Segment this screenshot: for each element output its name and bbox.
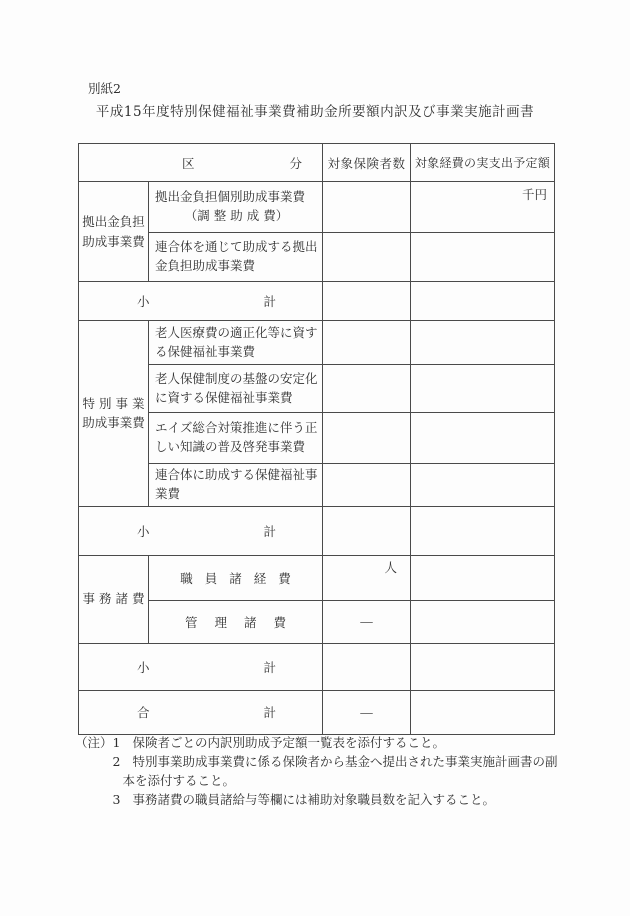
total-label-cell (79, 690, 323, 734)
group1-row2-label: 連合体を通じて助成する拠出金負担助成事業費 (149, 233, 323, 282)
table-row (79, 413, 555, 464)
attachment-ref-label: 別紙2 (88, 81, 121, 96)
value-cell (411, 365, 555, 413)
note-number: 1 (112, 735, 121, 750)
note-number: 3 (112, 792, 121, 807)
note-number: 2 (112, 754, 121, 769)
note-item (113, 752, 561, 790)
subtotal-second: 計 (263, 659, 276, 675)
note-text: 特別事業助成事業費に係る保険者から基金へ提出された事業実施計画書の副本を添付すること。 (122, 754, 558, 788)
note-text: 事務諸費の職員諸給与等欄には補助対象職員数を記入すること。 (132, 792, 496, 807)
note-marker: （注） (75, 735, 113, 750)
table-row (79, 321, 555, 365)
group3-label-cell: 事 務 諸 費 (79, 555, 149, 643)
value-cell (323, 506, 411, 555)
group3-row2-label: 管 理 諸 費 (149, 600, 323, 643)
table-row (79, 365, 555, 413)
unit-thousand-yen: 千円 (411, 182, 555, 233)
value-cell (411, 506, 555, 555)
header-category-second: 分 (289, 155, 302, 171)
total-row (79, 690, 555, 734)
value-cell (323, 413, 411, 464)
table-row (79, 464, 555, 507)
group1-row1-sub: （調 整 助 成 費） (184, 208, 289, 223)
subtotal-second: 計 (263, 523, 276, 539)
subtotal2-label-cell (79, 506, 323, 555)
table-row (79, 182, 555, 233)
value-cell (411, 690, 555, 734)
value-cell (323, 282, 411, 321)
budget-breakdown-table (78, 143, 555, 735)
group2-label-cell (79, 321, 149, 507)
total-first: 合 (137, 705, 150, 720)
note-item (113, 790, 561, 809)
group1-row1-label-cell (149, 182, 323, 233)
subtotal-second: 計 (263, 294, 276, 309)
value-cell (411, 413, 555, 464)
group2-label-line2: 助成事業費 (82, 415, 145, 431)
footnotes (75, 733, 561, 809)
subtotal1-label-cell (79, 282, 323, 321)
group1-label-cell (79, 182, 149, 282)
value-cell (323, 182, 411, 233)
subtotal-row (79, 282, 555, 321)
unit-person: 人 (323, 555, 411, 600)
group2-row1-label: 老人医療費の適正化等に資する保健福祉事業費 (149, 321, 323, 365)
subtotal-row (79, 643, 555, 690)
group2-row2-label: 老人保健制度の基盤の安定化に資する保健福祉事業費 (149, 365, 323, 413)
header-category-first: 区 (182, 155, 195, 171)
table-row (79, 233, 555, 282)
group1-label-line1: 拠出金負担 (82, 214, 145, 230)
subtotal-first: 小 (137, 659, 150, 675)
value-cell (323, 321, 411, 365)
header-category-cell (79, 144, 323, 182)
subtotal-first: 小 (137, 523, 150, 539)
value-cell (411, 600, 555, 643)
table-row (79, 555, 555, 600)
group1-label-line2: 助成事業費 (82, 233, 145, 249)
subtotal3-label-cell (79, 643, 323, 690)
page-title: 平成15年度特別保健福祉事業費補助金所要額内訳及び事業実施計画書 (95, 104, 535, 120)
value-cell (323, 365, 411, 413)
group1-row1-title: 拠出金負担個別助成事業費 (155, 189, 306, 205)
table-row (79, 600, 555, 643)
group2-row3-label: エイズ総合対策推進に伴う正しい知識の普及啓発事業費 (149, 413, 323, 464)
dash-value: ― (323, 600, 411, 643)
value-cell (323, 464, 411, 507)
note-text: 保険者ごとの内訳別助成予定額一覧表を添付すること。 (132, 735, 446, 750)
group2-row4-label: 連合体に助成する保健福祉事業費 (149, 464, 323, 507)
value-cell (323, 643, 411, 690)
subtotal-first: 小 (137, 294, 150, 309)
header-insurer-count: 対象保険者数 (323, 144, 411, 182)
subtotal-row (79, 506, 555, 555)
group2-label-line1: 特 別 事 業 (82, 395, 145, 411)
header-expenditure: 対象経費の実支出予定額 (411, 144, 555, 182)
value-cell (411, 321, 555, 365)
value-cell (411, 643, 555, 690)
dash-value: ― (323, 690, 411, 734)
value-cell (411, 233, 555, 282)
value-cell (411, 555, 555, 600)
value-cell (411, 464, 555, 507)
value-cell (411, 282, 555, 321)
table-header-row (79, 144, 555, 182)
group3-row1-label: 職 員 諸 経 費 (149, 555, 323, 600)
note-item (113, 733, 561, 752)
total-second: 計 (263, 705, 276, 720)
value-cell (323, 233, 411, 282)
